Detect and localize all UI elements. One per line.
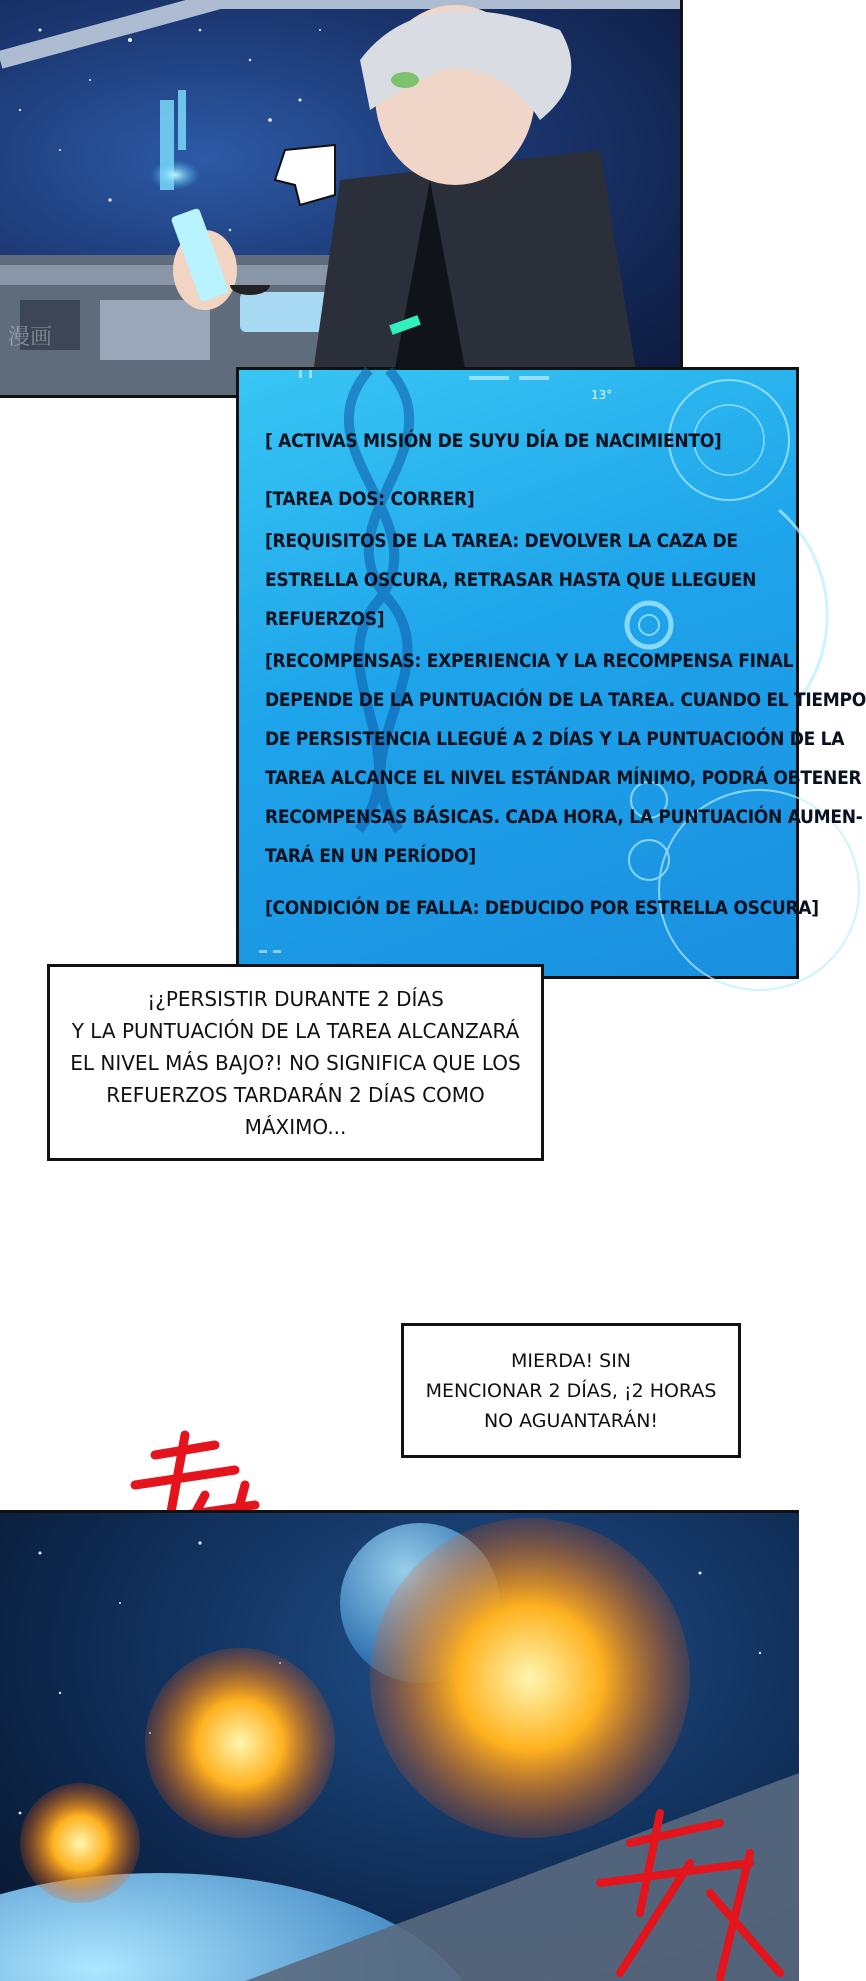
hud-number: 13° [591, 388, 613, 402]
window-frame [0, 0, 680, 60]
explosion-small [20, 1783, 140, 1903]
speech-box-2 [401, 1323, 741, 1458]
explosion-main [370, 1518, 690, 1838]
system-line-3: [REQUISITOS DE LA TAREA: DEVOLVER LA CAZA DE [265, 530, 738, 552]
system-panel [236, 367, 866, 979]
speech-tail [275, 145, 335, 205]
system-line-12: [CONDICIÓN DE FALLA: DEDUCIDO POR ESTRELLA OSCURA] [265, 897, 819, 919]
speech-1-line-5: MÁXIMO... [244, 1114, 347, 1139]
system-line-10: RECOMPENSAS BÁSICAS. CADA HORA, LA PUNTUACIÓN AUMEN- [265, 806, 863, 828]
system-line-8: DE PERSISTENCIA LLEGUÉ A 2 DÍAS Y LA PUNTUACIOÓN DE LA [265, 728, 845, 750]
space-explosion-panel [0, 1510, 799, 1981]
system-line-4: ESTRELLA OSCURA, RETRASAR HASTA QUE LLEGUEN [265, 569, 757, 591]
speech-1-line-3: EL NIVEL MÁS BAJO?! NO SIGNIFICA QUE LOS [70, 1050, 521, 1075]
system-line-11: TARÁ EN UN PERÍODO] [265, 845, 476, 867]
system-line-2: [TAREA DOS: CORRER] [265, 488, 475, 510]
explosion-left [145, 1648, 335, 1838]
system-line-6: [RECOMPENSAS: EXPERIENCIA Y LA RECOMPENSA FINAL [265, 650, 794, 672]
system-line-1: [ ACTIVAS MISIÓN DE SUYU DÍA DE NACIMIENTO] [265, 430, 722, 452]
speech-2-line-2: MENCIONAR 2 DÍAS, ¡2 HORAS [425, 1379, 717, 1402]
hologram-icon [150, 90, 200, 190]
speech-1-line-4: REFUERZOS TARDARÁN 2 DÍAS COMO [106, 1082, 485, 1107]
system-line-5: REFUERZOS] [265, 608, 385, 630]
speech-2-line-3: NO AGUANTARÁN! [483, 1409, 659, 1432]
system-line-7: DEPENDE DE LA PUNTUACIÓN DE LA TAREA. CUANDO EL TIEMPO [265, 689, 866, 711]
speech-2-line-1: MIERDA! SIN [510, 1349, 632, 1372]
speech-1-line-1: ¡¿PERSISTIR DURANTE 2 DÍAS [147, 986, 444, 1011]
hand-phone [171, 208, 237, 310]
cockpit-panel [0, 0, 683, 398]
watermark: 漫画 [8, 325, 53, 350]
speech-box-1 [47, 964, 544, 1161]
sfx-boom-icon-bottom [590, 1803, 790, 1981]
cockpit-art [0, 0, 680, 395]
system-line-9: TAREA ALCANCE EL NIVEL ESTÁNDAR MÍNIMO, PODRÁ OBTENER [265, 767, 862, 789]
speech-1-line-2: Y LA PUNTUACIÓN DE LA TAREA ALCANZARÁ [71, 1018, 520, 1043]
